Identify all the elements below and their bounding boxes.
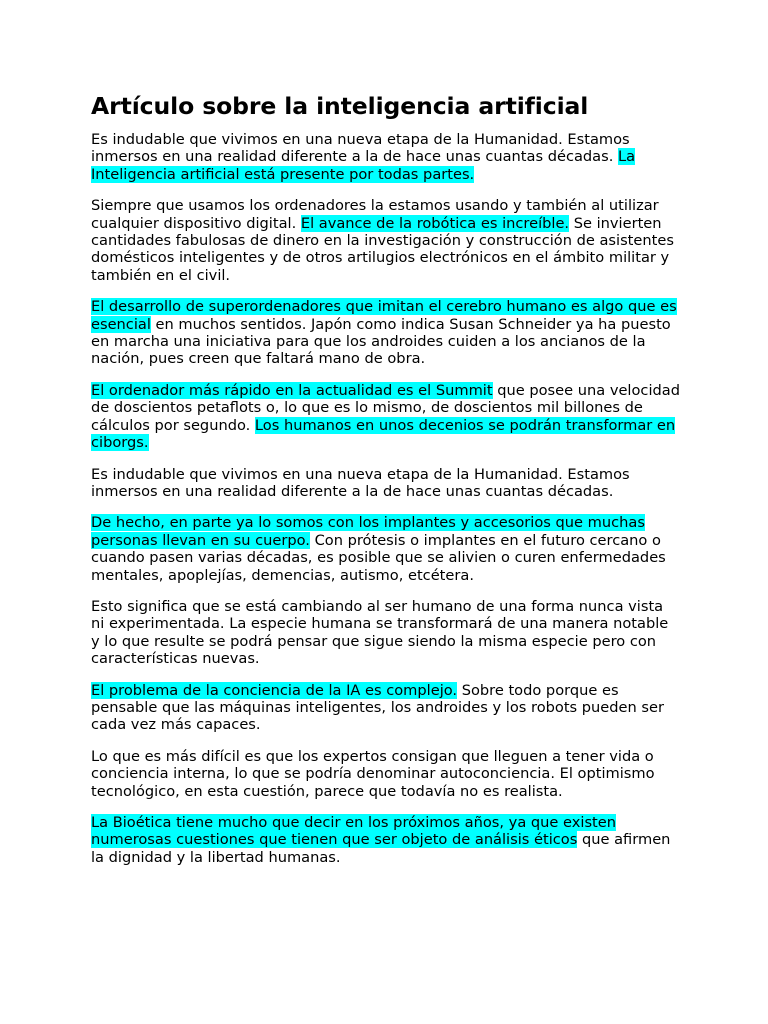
- highlighted-text: El ordenador más rápido en la actualidad es el Summit: [91, 381, 493, 399]
- highlighted-text: De hecho, en parte ya lo somos con los implantes y accesorios que muchas personas llevan en su cuerpo.: [91, 514, 645, 549]
- highlighted-text: El problema de la conciencia de la IA es complejo.: [91, 681, 458, 699]
- paragraph-text: que posee una velocidad de doscientos petaflots o, lo que es lo mismo, de doscientos mil billones de cálculos por segundo.: [91, 381, 680, 434]
- highlighted-text: La Inteligencia artificial está presente por todas partes.: [91, 148, 636, 183]
- paragraph-10: [91, 814, 681, 866]
- paragraph-text: Con prótesis o implantes en el futuro cercano o cuando pasen varias décadas, es posible que se alivien o curen enfermedades mentales, apoplejías, demencias, autismo, etcétera.: [91, 531, 666, 584]
- paragraph-3: [91, 298, 681, 368]
- paragraph-1: [91, 131, 681, 183]
- paragraph-text: Lo que es más difícil es que los expertos consigan que lleguen a tener vida o conciencia interna, lo que se podría denominar autoconciencia. El optimismo tecnológico, en esta cuestión, parece que todavía no es realista.: [91, 747, 655, 800]
- paragraph-text: Se invierten cantidades fabulosas de dinero en la investigación y construcción de asistentes domésticos inteligentes y de otros artilugios electrónicos en el ámbito militar y también en el civil.: [91, 214, 674, 284]
- paragraph-4: [91, 382, 681, 452]
- article-title: Artículo sobre la inteligencia artificial: [91, 92, 589, 120]
- article-body: [91, 131, 681, 866]
- highlighted-text: El desarrollo de superordenadores que imitan el cerebro humano es algo que es esencial: [91, 298, 677, 333]
- paragraph-text: Es indudable que vivimos en una nueva etapa de la Humanidad. Estamos inmersos en una realidad diferente a la de hace unas cuantas décadas.: [91, 131, 630, 166]
- paragraph-text: Sobre todo porque es pensable que las máquinas inteligentes, los androides y los robots pueden ser cada vez más capaces.: [91, 681, 664, 734]
- paragraph-text: en muchos sentidos. Japón como indica Susan Schneider ya ha puesto en marcha una iniciativa para que los androides cuiden a los ancianos de la nación, pues creen que faltará mano de obra.: [91, 315, 671, 368]
- paragraph-7: [91, 598, 681, 668]
- paragraph-6: [91, 514, 681, 584]
- paragraph-8: [91, 682, 681, 734]
- highlighted-text: La Bioética tiene mucho que decir en los próximos años, ya que existen numerosas cuestiones que tienen que ser objeto de análisis éticos: [91, 814, 616, 849]
- paragraph-text: Esto significa que se está cambiando al ser humano de una forma nunca vista ni experimentada. La especie humana se transformará de una manera notable y lo que resulte se podrá pensar que sigue siendo la misma especie pero con características nuevas.: [91, 597, 669, 668]
- document-page: [91, 90, 681, 880]
- highlighted-text: El avance de la robótica es increíble.: [300, 214, 570, 232]
- paragraph-9: [91, 748, 681, 800]
- paragraph-2: [91, 197, 681, 284]
- paragraph-text: que afirmen la dignidad y la libertad humanas.: [91, 831, 671, 866]
- paragraph-text: Siempre que usamos los ordenadores la estamos usando y también al utilizar cualquier dispositivo digital.: [91, 197, 659, 232]
- paragraph-5: [91, 466, 681, 501]
- paragraph-text: Es indudable que vivimos en una nueva etapa de la Humanidad. Estamos inmersos en una realidad diferente a la de hace unas cuantas décadas.: [91, 465, 630, 500]
- highlighted-text: Los humanos en unos decenios se podrán transformar en ciborgs.: [91, 416, 676, 452]
